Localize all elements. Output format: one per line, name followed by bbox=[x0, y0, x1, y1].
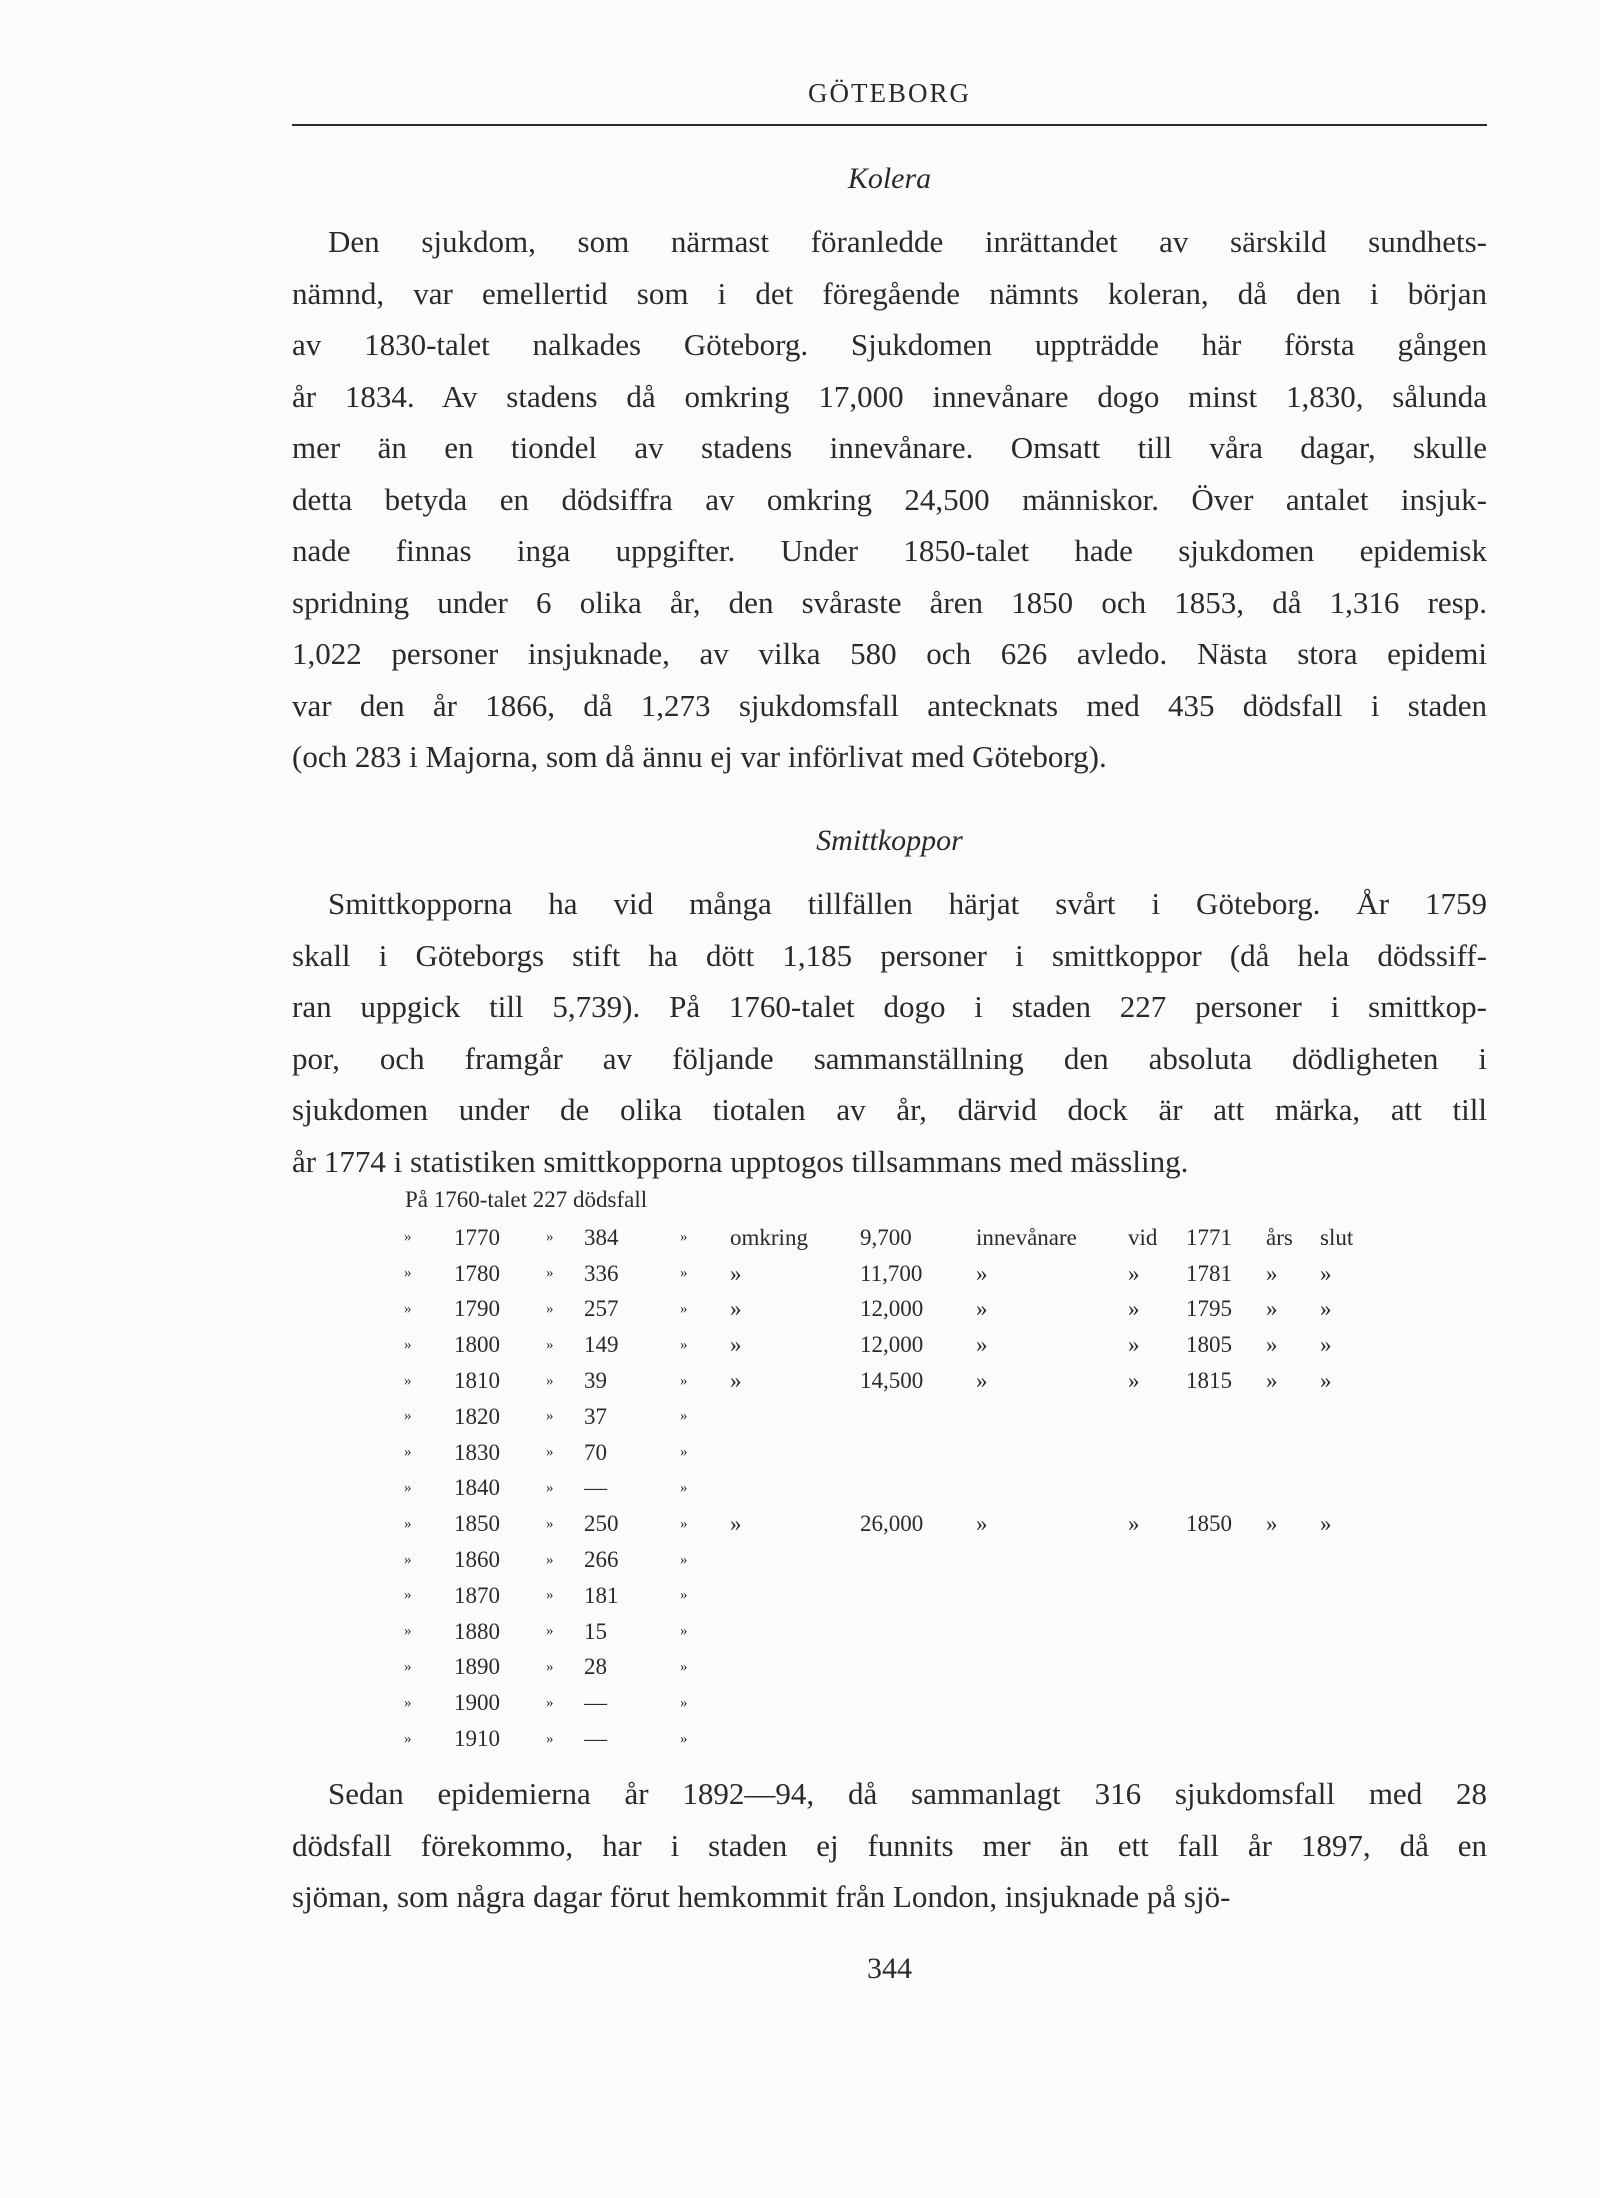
ditto-mark: » bbox=[546, 1372, 554, 1389]
label-cell bbox=[730, 1578, 860, 1614]
deaths-cell: 149 bbox=[584, 1332, 619, 1358]
text-line: Smittkopporna ha vid många tillfällen härjat svårt i Göteborg. År 1759 bbox=[328, 886, 1487, 921]
ditto-mark: » bbox=[546, 1229, 554, 1246]
text-line: år 1774 i statistiken smittkopporna upptogos tillsammans med mässling. bbox=[292, 1143, 1189, 1179]
ditto-mark: » bbox=[546, 1300, 554, 1317]
ditto-mark: » bbox=[546, 1551, 554, 1568]
ditto-mark: » bbox=[680, 1229, 688, 1246]
label-cell bbox=[1320, 1399, 1370, 1435]
population-cell bbox=[860, 1614, 976, 1650]
label-cell: omkring bbox=[730, 1224, 808, 1250]
label-cell: » bbox=[730, 1332, 742, 1358]
year-cell: 1795 bbox=[1186, 1296, 1232, 1322]
label-cell bbox=[730, 1542, 860, 1578]
section-title-kolera: Kolera bbox=[847, 162, 932, 195]
table-row bbox=[404, 1256, 1370, 1292]
population-cell bbox=[860, 1721, 976, 1757]
decade-cell: 1890 bbox=[454, 1654, 500, 1680]
label-cell bbox=[730, 1685, 860, 1721]
label-cell: » bbox=[1128, 1511, 1140, 1537]
label-cell: » bbox=[976, 1511, 988, 1537]
population-cell bbox=[860, 1685, 976, 1721]
year-cell: 1850 bbox=[1186, 1511, 1232, 1537]
text-line: år 1834. Av stadens då omkring 17,000 innevånare dogo minst 1,830, sålunda bbox=[292, 378, 1487, 414]
table-row bbox=[404, 1650, 1370, 1686]
deaths-cell: 70 bbox=[584, 1439, 607, 1465]
text-line: 1,022 personer insjuknade, av vilka 580 och 626 avledo. Nästa stora epidemi bbox=[292, 636, 1487, 671]
label-cell bbox=[1128, 1685, 1186, 1721]
label-cell: » bbox=[976, 1296, 988, 1322]
year-cell bbox=[1186, 1614, 1266, 1650]
deaths-cell: — bbox=[584, 1726, 607, 1752]
deaths-cell: 266 bbox=[584, 1547, 619, 1573]
ditto-mark: » bbox=[680, 1623, 688, 1640]
label-cell: » bbox=[1128, 1260, 1140, 1286]
label-cell bbox=[1320, 1578, 1370, 1614]
label-cell bbox=[976, 1578, 1128, 1614]
ditto-mark: » bbox=[404, 1229, 412, 1246]
ditto-mark: » bbox=[680, 1444, 688, 1461]
text-line: Den sjukdom, som närmast föranledde inrättandet av särskild sundhets- bbox=[328, 224, 1487, 259]
label-cell: » bbox=[1320, 1368, 1332, 1394]
table-row bbox=[404, 1685, 1370, 1721]
ditto-mark: » bbox=[404, 1551, 412, 1568]
decade-cell: 1880 bbox=[454, 1618, 500, 1644]
label-cell bbox=[1320, 1721, 1370, 1757]
ditto-mark: » bbox=[404, 1336, 412, 1353]
label-cell bbox=[1266, 1685, 1320, 1721]
deaths-cell: 257 bbox=[584, 1296, 619, 1322]
label-cell bbox=[976, 1721, 1128, 1757]
ditto-mark: » bbox=[680, 1658, 688, 1675]
table-row bbox=[404, 1542, 1370, 1578]
ditto-mark: » bbox=[546, 1658, 554, 1675]
decade-cell: 1820 bbox=[454, 1403, 500, 1429]
label-cell bbox=[1320, 1614, 1370, 1650]
label-cell bbox=[1266, 1399, 1320, 1435]
ditto-mark: » bbox=[546, 1515, 554, 1532]
ditto-mark: » bbox=[680, 1551, 688, 1568]
ditto-mark: » bbox=[680, 1730, 688, 1747]
label-cell bbox=[1128, 1471, 1186, 1507]
decade-cell: 1900 bbox=[454, 1690, 500, 1716]
ditto-mark: » bbox=[404, 1372, 412, 1389]
label-cell: » bbox=[730, 1368, 742, 1394]
ditto-mark: » bbox=[680, 1515, 688, 1532]
label-cell: » bbox=[1320, 1260, 1332, 1286]
deaths-cell: 181 bbox=[584, 1582, 619, 1608]
population-cell bbox=[860, 1542, 976, 1578]
ditto-mark: » bbox=[546, 1265, 554, 1282]
ditto-mark: » bbox=[546, 1587, 554, 1604]
label-cell: » bbox=[1266, 1296, 1278, 1322]
label-cell bbox=[1320, 1542, 1370, 1578]
label-cell bbox=[976, 1685, 1128, 1721]
ditto-mark: » bbox=[680, 1300, 688, 1317]
ditto-mark: » bbox=[404, 1623, 412, 1640]
table-row bbox=[404, 1721, 1370, 1757]
text-line: (och 283 i Majorna, som då ännu ej var införlivat med Göteborg). bbox=[292, 739, 1107, 774]
label-cell bbox=[730, 1721, 860, 1757]
label-cell bbox=[976, 1542, 1128, 1578]
population-cell bbox=[860, 1399, 976, 1435]
year-cell bbox=[1186, 1685, 1266, 1721]
label-cell: » bbox=[730, 1260, 742, 1286]
population-cell bbox=[860, 1578, 976, 1614]
label-cell bbox=[730, 1650, 860, 1686]
deaths-cell: 37 bbox=[584, 1403, 607, 1429]
decade-cell: 1800 bbox=[454, 1332, 500, 1358]
population-cell bbox=[860, 1471, 976, 1507]
table-row bbox=[404, 1435, 1370, 1471]
table-row bbox=[404, 1506, 1370, 1542]
label-cell bbox=[1266, 1614, 1320, 1650]
ditto-mark: » bbox=[404, 1408, 412, 1425]
label-cell: » bbox=[1320, 1296, 1332, 1322]
text-line: mer än en tiondel av stadens innevånare. Omsatt till våra dagar, skulle bbox=[292, 430, 1487, 465]
label-cell bbox=[1320, 1471, 1370, 1507]
decade-cell: 1810 bbox=[454, 1368, 500, 1394]
year-cell: 1771 bbox=[1186, 1224, 1232, 1250]
label-cell: » bbox=[976, 1260, 988, 1286]
label-cell: vid bbox=[1128, 1224, 1158, 1250]
population-cell bbox=[860, 1650, 976, 1686]
page-number: 344 bbox=[867, 1952, 912, 1985]
label-cell: » bbox=[1266, 1511, 1278, 1537]
text-line: ran uppgick till 5,739). På 1760-talet dogo i staden 227 personer i smittkop- bbox=[292, 989, 1487, 1024]
ditto-mark: » bbox=[680, 1408, 688, 1425]
text-line: por, och framgår av följande sammanställning den absoluta dödligheten i bbox=[292, 1040, 1487, 1076]
label-cell: » bbox=[976, 1332, 988, 1358]
label-cell: » bbox=[1128, 1296, 1140, 1322]
ditto-mark: » bbox=[546, 1336, 554, 1353]
ditto-mark: » bbox=[546, 1623, 554, 1640]
ditto-mark: » bbox=[546, 1694, 554, 1711]
label-cell bbox=[1266, 1542, 1320, 1578]
label-cell bbox=[1128, 1435, 1186, 1471]
ditto-mark: » bbox=[404, 1515, 412, 1532]
table-row bbox=[404, 1471, 1370, 1507]
text-line: spridning under 6 olika år, den svåraste åren 1850 och 1853, då 1,316 resp. bbox=[292, 584, 1487, 620]
year-cell bbox=[1186, 1721, 1266, 1757]
ditto-mark: » bbox=[404, 1479, 412, 1496]
text-line: Sedan epidemierna år 1892—94, då sammanlagt 316 sjukdomsfall med 28 bbox=[328, 1776, 1487, 1811]
text-line: var den år 1866, då 1,273 sjukdomsfall antecknats med 435 dödsfall i staden bbox=[292, 687, 1487, 723]
year-cell: 1805 bbox=[1186, 1332, 1232, 1358]
ditto-mark: » bbox=[404, 1265, 412, 1282]
label-cell: års bbox=[1266, 1224, 1293, 1250]
label-cell bbox=[730, 1399, 860, 1435]
label-cell bbox=[1266, 1435, 1320, 1471]
decade-cell: 1840 bbox=[454, 1475, 500, 1501]
population-cell: 12,000 bbox=[860, 1296, 924, 1322]
text-line: av 1830-talet nalkades Göteborg. Sjukdomen uppträdde här första gången bbox=[292, 327, 1487, 362]
ditto-mark: » bbox=[680, 1336, 688, 1353]
deaths-cell: 28 bbox=[584, 1654, 607, 1680]
ditto-mark: » bbox=[546, 1444, 554, 1461]
deaths-cell: 250 bbox=[584, 1511, 619, 1537]
label-cell: » bbox=[730, 1296, 742, 1322]
table-row bbox=[404, 1614, 1370, 1650]
label-cell bbox=[730, 1471, 860, 1507]
ditto-mark: » bbox=[546, 1730, 554, 1747]
population-cell: 9,700 bbox=[860, 1224, 912, 1250]
year-cell bbox=[1186, 1542, 1266, 1578]
label-cell bbox=[1128, 1614, 1186, 1650]
ditto-mark: » bbox=[546, 1479, 554, 1496]
label-cell bbox=[1128, 1721, 1186, 1757]
text-line: skall i Göteborgs stift ha dött 1,185 personer i smittkoppor (då hela dödssiff- bbox=[292, 937, 1487, 973]
label-cell: » bbox=[1320, 1511, 1332, 1537]
year-cell: 1781 bbox=[1186, 1260, 1232, 1286]
label-cell: » bbox=[1128, 1368, 1140, 1394]
text-line: sjukdomen under de olika tiotalen av år, därvid dock är att märka, att till bbox=[292, 1092, 1487, 1127]
deaths-cell: — bbox=[584, 1690, 607, 1716]
population-cell bbox=[860, 1435, 976, 1471]
year-cell: 1815 bbox=[1186, 1368, 1232, 1394]
ditto-mark: » bbox=[404, 1658, 412, 1675]
label-cell bbox=[976, 1471, 1128, 1507]
decade-cell: 1790 bbox=[454, 1296, 500, 1322]
label-cell bbox=[1128, 1650, 1186, 1686]
label-cell bbox=[1128, 1542, 1186, 1578]
label-cell bbox=[1128, 1578, 1186, 1614]
label-cell: » bbox=[976, 1368, 988, 1394]
year-cell bbox=[1186, 1399, 1266, 1435]
label-cell bbox=[730, 1614, 860, 1650]
table-row bbox=[404, 1220, 1370, 1256]
year-cell bbox=[1186, 1578, 1266, 1614]
deaths-cell: 39 bbox=[584, 1368, 607, 1394]
label-cell: slut bbox=[1320, 1224, 1354, 1250]
population-cell: 26,000 bbox=[860, 1511, 924, 1537]
table-row bbox=[404, 1363, 1370, 1399]
label-cell: » bbox=[1266, 1260, 1278, 1286]
ditto-mark: » bbox=[404, 1694, 412, 1711]
population-cell: 11,700 bbox=[860, 1260, 923, 1286]
label-cell bbox=[1320, 1685, 1370, 1721]
label-cell bbox=[1266, 1650, 1320, 1686]
label-cell bbox=[976, 1435, 1128, 1471]
decade-cell: 1870 bbox=[454, 1582, 500, 1608]
deaths-cell: 384 bbox=[584, 1224, 619, 1250]
year-cell bbox=[1186, 1471, 1266, 1507]
ditto-mark: » bbox=[404, 1730, 412, 1747]
ditto-mark: » bbox=[546, 1408, 554, 1425]
label-cell bbox=[1266, 1578, 1320, 1614]
label-cell bbox=[976, 1399, 1128, 1435]
paragraph-sedan bbox=[292, 1768, 1487, 1923]
decade-cell: 1850 bbox=[454, 1511, 500, 1537]
text-line: sjöman, som några dagar förut hemkommit från London, insjuknade på sjö- bbox=[292, 1879, 1231, 1914]
population-cell: 12,000 bbox=[860, 1332, 924, 1358]
header-rule bbox=[292, 124, 1487, 126]
decade-cell: 1780 bbox=[454, 1260, 500, 1286]
label-cell bbox=[976, 1650, 1128, 1686]
paragraph-smittkoppor bbox=[292, 878, 1487, 1187]
label-cell bbox=[976, 1614, 1128, 1650]
decade-cell: 1910 bbox=[454, 1726, 500, 1752]
decade-cell: 1830 bbox=[454, 1439, 500, 1465]
deaths-cell: 336 bbox=[584, 1260, 619, 1286]
deaths-cell: — bbox=[584, 1475, 607, 1501]
table-row bbox=[404, 1578, 1370, 1614]
label-cell: » bbox=[1266, 1332, 1278, 1358]
ditto-mark: » bbox=[404, 1444, 412, 1461]
ditto-mark: » bbox=[680, 1479, 688, 1496]
population-cell: 14,500 bbox=[860, 1368, 924, 1394]
label-cell bbox=[730, 1435, 860, 1471]
label-cell bbox=[1128, 1399, 1186, 1435]
label-cell: innevånare bbox=[976, 1224, 1077, 1250]
smallpox-mortality-table bbox=[404, 1220, 1370, 1757]
text-line: nade finnas inga uppgifter. Under 1850-talet hade sjukdomen epidemisk bbox=[292, 533, 1487, 568]
decade-cell: 1770 bbox=[454, 1224, 500, 1250]
year-cell bbox=[1186, 1435, 1266, 1471]
table-row bbox=[404, 1292, 1370, 1328]
label-cell bbox=[1266, 1471, 1320, 1507]
ditto-mark: » bbox=[680, 1694, 688, 1711]
table-row bbox=[404, 1399, 1370, 1435]
label-cell bbox=[1266, 1721, 1320, 1757]
ditto-mark: » bbox=[404, 1587, 412, 1604]
label-cell: » bbox=[1128, 1332, 1140, 1358]
ditto-mark: » bbox=[404, 1300, 412, 1317]
section-title-smittkoppor: Smittkoppor bbox=[816, 824, 963, 857]
label-cell: » bbox=[1266, 1368, 1278, 1394]
label-cell: » bbox=[1320, 1332, 1332, 1358]
text-line: dödsfall förekommo, har i staden ej funnits mer än ett fall år 1897, då en bbox=[292, 1827, 1487, 1863]
ditto-mark: » bbox=[680, 1372, 688, 1389]
paragraph-kolera bbox=[292, 216, 1487, 783]
table-row bbox=[404, 1327, 1370, 1363]
table-intro: På 1760-talet 227 dödsfall bbox=[405, 1187, 648, 1212]
deaths-cell: 15 bbox=[584, 1618, 607, 1644]
ditto-mark: » bbox=[680, 1265, 688, 1282]
running-head: GÖTEBORG bbox=[808, 78, 971, 108]
label-cell: » bbox=[730, 1511, 742, 1537]
text-line: nämnd, var emellertid som i det föregående nämnts koleran, då den i början bbox=[292, 275, 1487, 311]
decade-cell: 1860 bbox=[454, 1547, 500, 1573]
year-cell bbox=[1186, 1650, 1266, 1686]
label-cell bbox=[1320, 1650, 1370, 1686]
text-line: detta betyda en dödsiffra av omkring 24,500 människor. Över antalet insjuk- bbox=[292, 481, 1487, 517]
ditto-mark: » bbox=[680, 1587, 688, 1604]
label-cell bbox=[1320, 1435, 1370, 1471]
